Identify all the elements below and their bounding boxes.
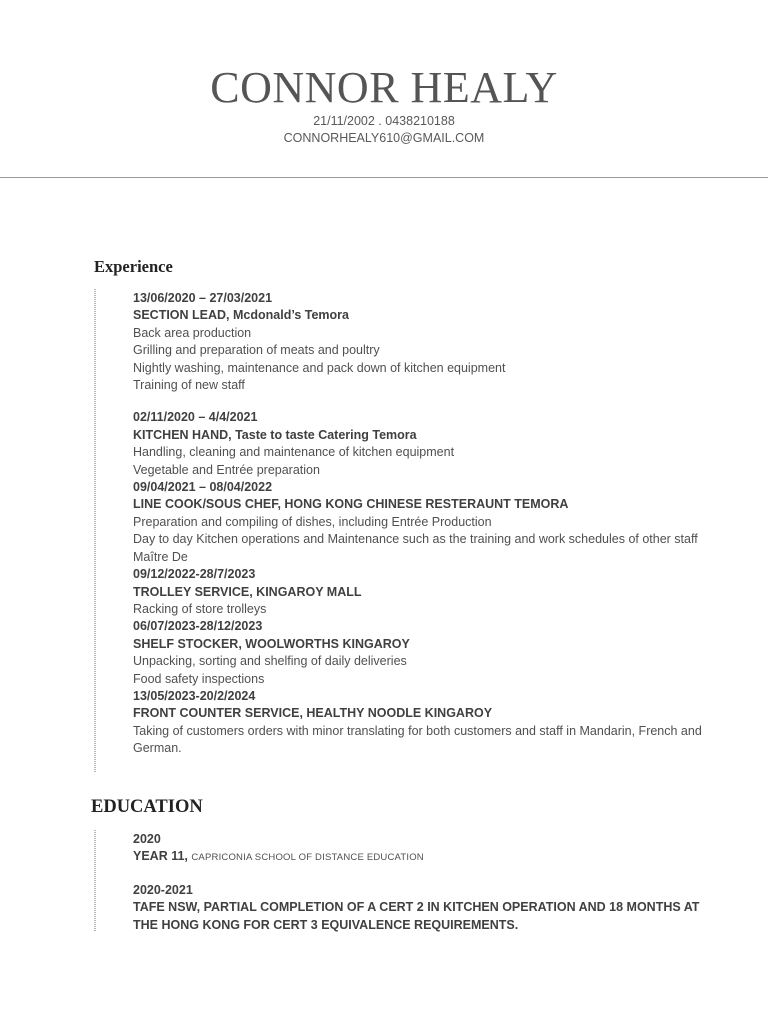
entry-date: 09/04/2021 – 08/04/2022 [133, 480, 273, 495]
entry-date: 2020 [133, 832, 161, 846]
header-divider [0, 177, 768, 178]
entry-date: 2020-2021 [133, 882, 193, 897]
education-entry [133, 882, 703, 934]
entry-spacer [133, 394, 703, 409]
entry-title: LINE COOK/SOUS CHEF, HONG KONG CHINESE RESTERAUNT TEMORA [133, 497, 569, 512]
entry-title-row [133, 848, 703, 866]
entry-duty: Vegetable and Entrée preparation [133, 462, 320, 477]
entry-duty: Food safety inspections [133, 671, 265, 686]
entry-duty: Nightly washing, maintenance and pack down of kitchen equipment [133, 360, 506, 375]
entry-title: SECTION LEAD, Mcdonald’s Temora [133, 308, 349, 323]
entry-duty: Handling, cleaning and maintenance of kitchen equipment [133, 445, 455, 460]
experience-entry [133, 618, 703, 688]
entry-duty: Training of new staff [133, 378, 245, 393]
applicant-name: CONNOR HEALY [210, 63, 558, 112]
entry-duty: Day to day Kitchen operations and Maintenance such as the training and work schedules of other staff [133, 532, 698, 547]
experience-entry [133, 479, 703, 566]
entry-date: 02/11/2020 – 4/4/2021 [133, 410, 258, 425]
school-name: CAPRICONIA SCHOOL OF DISTANCE EDUCATION [191, 852, 424, 864]
entry-spacer [133, 867, 703, 882]
education-list [133, 831, 703, 934]
entry-title: YEAR 11, [133, 849, 188, 864]
entry-duty: Unpacking, sorting and shelfing of daily deliveries [133, 654, 407, 669]
entry-date: 06/07/2023-28/12/2023 [133, 619, 263, 634]
entry-duty: Taking of customers orders with minor translating for both customers and staff in Mandarin, French and German. [133, 723, 702, 756]
experience-list [133, 290, 703, 758]
entry-title: TROLLEY SERVICE, KINGAROY MALL [133, 584, 362, 599]
experience-entry [133, 566, 703, 618]
entry-date: 13/06/2020 – 27/03/2021 [133, 291, 273, 305]
education-heading: EDUCATION [91, 797, 203, 817]
entry-title: KITCHEN HAND, Taste to taste Catering Temora [133, 427, 417, 442]
experience-heading: Experience [94, 257, 173, 276]
entry-date: 09/12/2022-28/7/2023 [133, 567, 256, 582]
entry-date: 13/05/2023-20/2/2024 [133, 688, 256, 703]
entry-duty: Maître De [133, 549, 188, 564]
education-entry [133, 831, 703, 867]
experience-entry [133, 290, 703, 394]
entry-duty: Grilling and preparation of meats and poultry [133, 343, 380, 358]
entry-title: SHELF STOCKER, WOOLWORTHS KINGAROY [133, 636, 410, 651]
entry-title: TAFE NSW, PARTIAL COMPLETION OF A CERT 2 IN KITCHEN OPERATION AND 18 MONTHS AT THE HONG KONG FOR CERT 3 EQUIVALENCE REQUIREMENTS. [133, 900, 700, 932]
birthdate-phone: 21/11/2002 . 0438210188 [313, 114, 455, 128]
experience-entry [133, 409, 703, 479]
entry-title: FRONT COUNTER SERVICE, HEALTHY NOODLE KINGAROY [133, 706, 493, 721]
entry-duty: Preparation and compiling of dishes, including Entrée Production [133, 514, 492, 529]
entry-duty: Back area production [133, 325, 252, 340]
entry-duty: Racking of store trolleys [133, 601, 267, 616]
education-side-rule [94, 830, 96, 932]
experience-entry [133, 688, 703, 758]
experience-side-rule [94, 289, 96, 773]
email-address: CONNORHEALY610@GMAIL.COM [283, 131, 485, 145]
